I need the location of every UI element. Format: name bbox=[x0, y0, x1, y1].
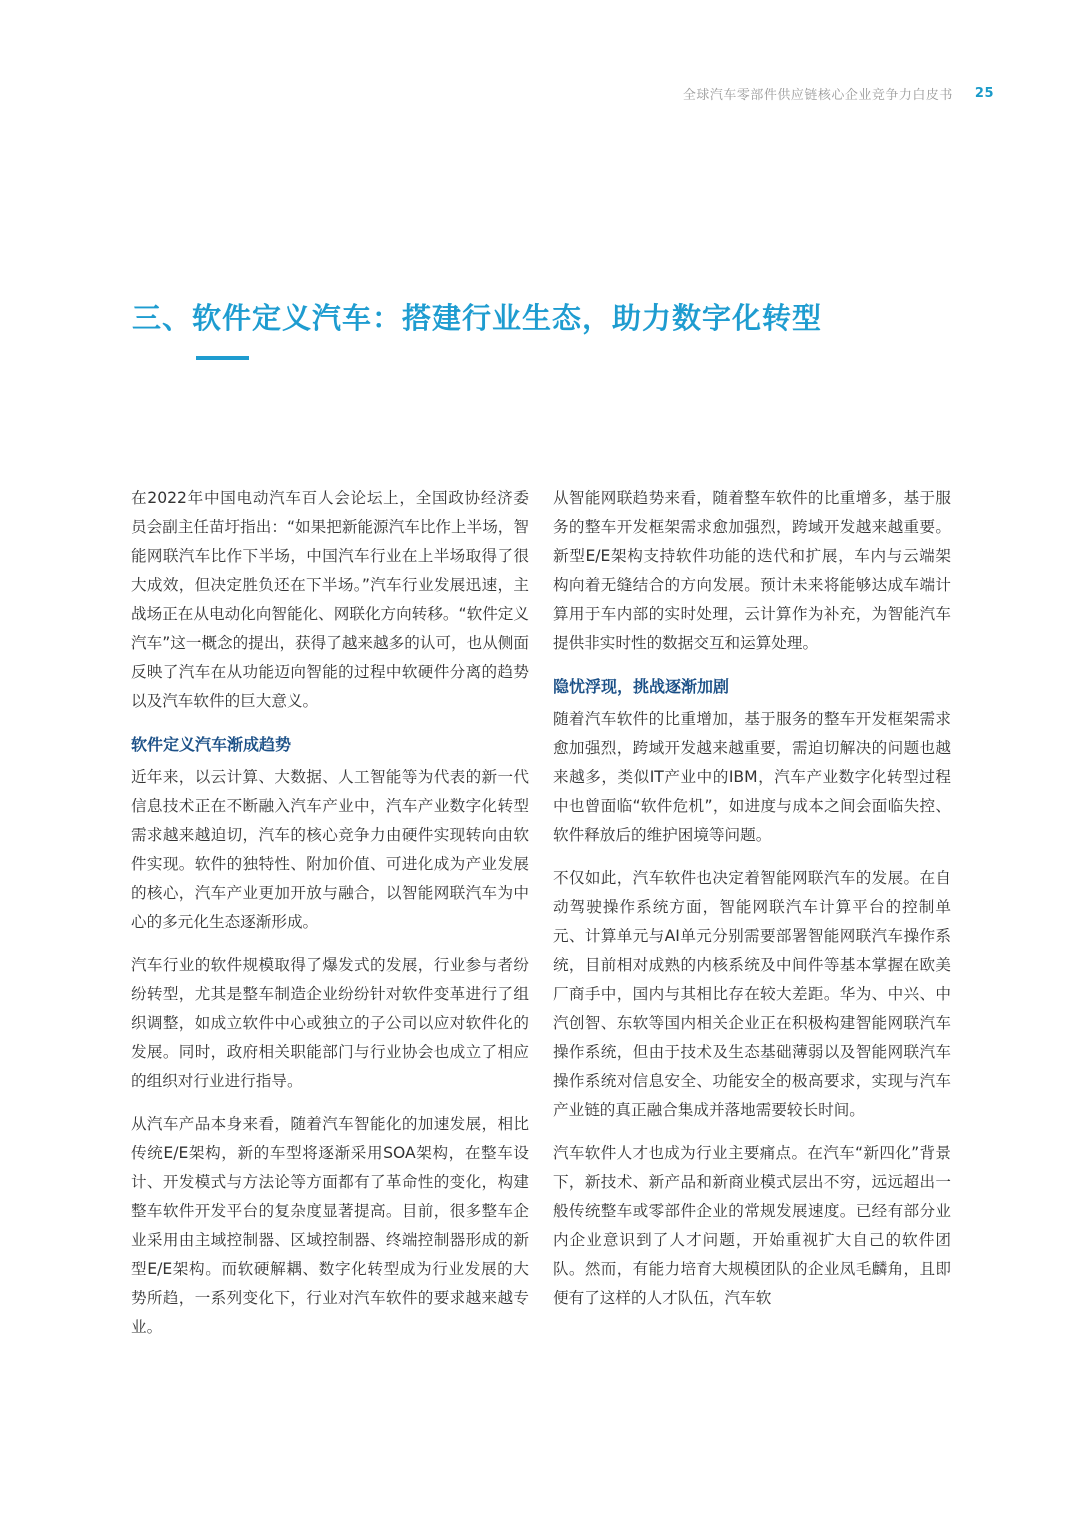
left-column bbox=[131, 484, 529, 1356]
paragraph: 近年来，以云计算、大数据、人工智能等为代表的新一代信息技术正在不断融入汽车产业中，汽车产业数字化转型需求越来越迫切，汽车的核心竞争力由硬件实现转向由软件实现。软件的独特性、附加价值、可进化成为产业发展的核心，汽车产业更加开放与融合，以智能网联汽车为中心的多元化生态逐渐形成。 bbox=[131, 768, 529, 931]
page-header bbox=[683, 84, 994, 103]
subheading: 软件定义汽车渐成趋势 bbox=[131, 735, 292, 754]
paragraph: 汽车行业的软件规模取得了爆发式的发展，行业参与者纷纷转型，尤其是整车制造企业纷纷针对软件变革进行了组织调整，如成立软件中心或独立的子公司以应对软件化的发展。同时，政府相关职能部门与行业协会也成立了相应的组织对行业进行指导。 bbox=[131, 956, 529, 1090]
running-title: 全球汽车零部件供应链核心企业竞争力白皮书 bbox=[682, 88, 953, 103]
paragraph: 在2022年中国电动汽车百人会论坛上，全国政协经济委员会副主任苗圩指出：“如果把新能源汽车比作上半场，智能网联汽车比作下半场，中国汽车行业在上半场取得了很大成效，但决定胜负还在下半场。”汽车行业发展迅速，主战场正在从电动化向智能化、网联化方向转移。“软件定义汽车”这一概念的提出，获得了越来越多的认可，也从侧面反映了汽车在从功能迈向智能的过程中软硬件分离的趋势以及汽车软件的巨大意义。 bbox=[131, 489, 529, 710]
paragraph: 不仅如此，汽车软件也决定着智能网联汽车的发展。在自动驾驶操作系统方面，智能网联汽车计算平台的控制单元、计算单元与AI单元分别需要部署智能网联汽车操作系统，目前相对成熟的内核系统及中间件等基本掌握在欧美厂商手中，国内与其相比存在较大差距。华为、中兴、中汽创智、东软等国内相关企业正在积极构建智能网联汽车操作系统，但由于技术及生态基础薄弱以及智能网联汽车操作系统对信息安全、功能安全的极高要求，实现与汽车产业链的真正融合集成并落地需要较长时间。 bbox=[553, 869, 951, 1119]
subheading: 隐忧浮现，挑战逐渐加剧 bbox=[553, 677, 730, 696]
page-number: 25 bbox=[974, 86, 994, 101]
right-column bbox=[553, 484, 951, 1327]
paragraph: 随着汽车软件的比重增加，基于服务的整车开发框架需求愈加强烈，跨域开发越来越重要，需迫切解决的问题也越来越多，类似IT产业中的IBM，汽车产业数字化转型过程中也曾面临“软件危机”，如进度与成本之间会面临失控、软件释放后的维护困境等问题。 bbox=[553, 710, 951, 844]
section-title: 三、软件定义汽车：搭建行业生态，助力数字化转型 bbox=[132, 301, 823, 335]
paragraph: 汽车软件人才也成为行业主要痛点。在汽车“新四化”背景下，新技术、新产品和新商业模式层出不穷，远远超出一般传统整车或零部件企业的常规发展速度。已经有部分业内企业意识到了人才问题，开始重视扩大自己的软件团队。然而，有能力培育大规模团队的企业凤毛麟角，且即便有了这样的人才队伍，汽车软 bbox=[553, 1144, 951, 1307]
paragraph: 从智能网联趋势来看，随着整车软件的比重增多，基于服务的整车开发框架需求愈加强烈，跨域开发越来越重要。新型E/E架构支持软件功能的迭代和扩展，车内与云端架构向着无缝结合的方向发展。预计未来将能够达成车端计算用于车内部的实时处理，云计算作为补充，为智能汽车提供非实时性的数据交互和运算处理。 bbox=[553, 489, 951, 652]
paragraph: 从汽车产品本身来看，随着汽车智能化的加速发展，相比传统E/E架构，新的车型将逐渐采用SOA架构，在整车设计、开发模式与方法论等方面都有了革命性的变化，构建整车软件开发平台的复杂度显著提高。目前，很多整车企业采用由主域控制器、区域控制器、终端控制器形成的新型E/E架构。而软硬解耦、数字化转型成为行业发展的大势所趋，一系列变化下，行业对汽车软件的要求越来越专业。 bbox=[131, 1115, 529, 1336]
title-underline bbox=[196, 356, 249, 360]
